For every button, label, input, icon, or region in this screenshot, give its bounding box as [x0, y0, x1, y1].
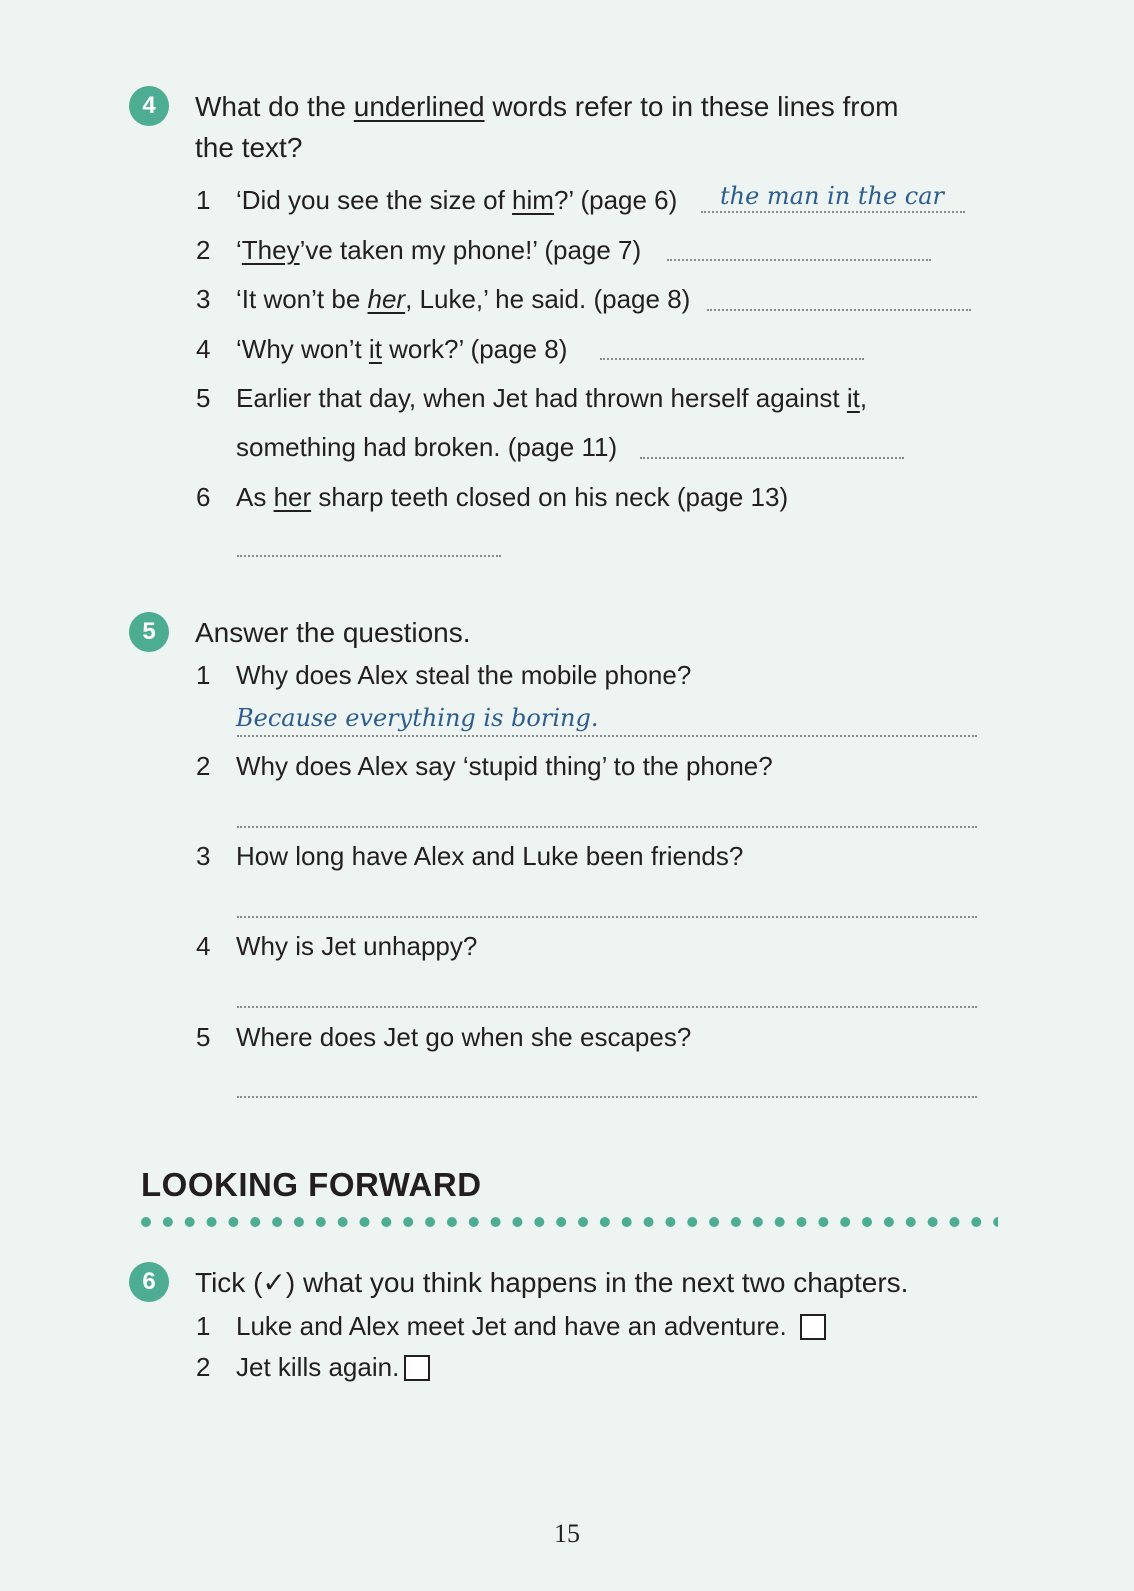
- divider-dot: [338, 1217, 348, 1227]
- divider-dot: [469, 1217, 479, 1227]
- q5-question-4: Why is Jet unhappy?: [236, 931, 478, 961]
- divider-dot: [906, 1217, 916, 1227]
- divider-dot: [775, 1217, 785, 1227]
- exercise-6-instruction: Tick (✓) what you think happens in the next two chapters.: [195, 1267, 909, 1298]
- divider-dot: [228, 1217, 238, 1227]
- q5-question-1: Why does Alex steal the mobile phone?: [236, 660, 692, 690]
- q5-answer-line-1[interactable]: [237, 735, 977, 737]
- q4-item-number: 2: [196, 235, 211, 265]
- q5-answer-line-4[interactable]: [237, 1006, 977, 1008]
- exercise-6-badge: 6: [129, 1262, 169, 1302]
- divider-dot: [207, 1217, 217, 1227]
- section-title: LOOKING FORWARD: [141, 1166, 482, 1203]
- divider-dot: [622, 1217, 632, 1227]
- q6-item-number: 2: [196, 1352, 211, 1382]
- divider-dot: [447, 1217, 457, 1227]
- q5-answer-line-2[interactable]: [237, 826, 977, 828]
- divider-dot: [949, 1217, 959, 1227]
- page-number: 15: [554, 1519, 580, 1548]
- q4-item-number: 6: [196, 482, 211, 512]
- q5-item-number: 5: [196, 1022, 211, 1052]
- divider-dot: [578, 1217, 588, 1227]
- divider-dot: [862, 1217, 872, 1227]
- divider-dot: [884, 1217, 894, 1227]
- q4-item-5-text-line2: something had broken. (page 11): [236, 432, 618, 462]
- exercise-4-instruction-line2: the text?: [195, 132, 303, 163]
- q4-item-4-answer-line[interactable]: [600, 358, 864, 360]
- q4-item-number: 1: [196, 185, 211, 215]
- divider-dot: [971, 1217, 981, 1227]
- divider-dot: [141, 1217, 151, 1227]
- q5-item-number: 3: [196, 841, 211, 871]
- q5-answer-line-5[interactable]: [237, 1096, 977, 1098]
- divider-dot: [425, 1217, 435, 1227]
- divider-dot: [600, 1217, 610, 1227]
- q6-option-2-checkbox[interactable]: [404, 1355, 430, 1381]
- divider-dot: [294, 1217, 304, 1227]
- divider-dot: [403, 1217, 413, 1227]
- q4-item-number: 3: [196, 284, 211, 314]
- divider-dot: [818, 1217, 828, 1227]
- divider-dot: [928, 1217, 938, 1227]
- divider-dot: [709, 1217, 719, 1227]
- q4-item-number: 4: [196, 334, 211, 364]
- divider-dot: [840, 1217, 850, 1227]
- q6-option-1: Luke and Alex meet Jet and have an adventure.: [236, 1311, 787, 1341]
- divider-dot: [512, 1217, 522, 1227]
- divider-dot: [797, 1217, 807, 1227]
- q5-question-3: How long have Alex and Luke been friends?: [236, 841, 744, 871]
- q4-item-5-text: Earlier that day, when Jet had thrown herself against it,: [236, 383, 868, 413]
- divider-dot: [556, 1217, 566, 1227]
- divider-dot: [250, 1217, 260, 1227]
- q4-item-1-answer-line[interactable]: [701, 211, 965, 213]
- divider-dot: [731, 1217, 741, 1227]
- divider-dot: [316, 1217, 326, 1227]
- q6-option-1-checkbox[interactable]: [800, 1314, 826, 1340]
- q4-item-6-text: As her sharp teeth closed on his neck (page 13): [236, 482, 789, 512]
- q5-question-2: Why does Alex say ‘stupid thing’ to the phone?: [236, 751, 773, 781]
- divider-dot: [381, 1217, 391, 1227]
- divider-dot: [360, 1217, 370, 1227]
- q6-option-2: Jet kills again.: [236, 1352, 400, 1382]
- q5-question-5: Where does Jet go when she escapes?: [236, 1022, 692, 1052]
- q5-answer-line-3[interactable]: [237, 916, 977, 918]
- divider-dot: [163, 1217, 173, 1227]
- q4-item-3-text: ‘It won’t be her, Luke,’ he said. (page 8): [236, 284, 691, 314]
- q4-item-1-text: ‘Did you see the size of him?’ (page 6): [236, 185, 678, 215]
- q4-item-number: 5: [196, 383, 211, 413]
- q4-item-2-text: ‘They’ve taken my phone!’ (page 7): [236, 235, 642, 265]
- q4-item-6-answer-line[interactable]: [237, 555, 501, 557]
- divider-dot: [993, 1217, 998, 1227]
- q6-item-number: 1: [196, 1311, 211, 1341]
- q4-item-1-answer: the man in the car: [720, 182, 945, 210]
- q5-item-number: 1: [196, 660, 211, 690]
- exercise-4-badge: 4: [129, 86, 169, 126]
- exercise-4-instruction: What do the underlined words refer to in these lines from: [195, 91, 899, 122]
- q4-item-5-answer-line[interactable]: [640, 457, 904, 459]
- divider-dot: [687, 1217, 697, 1227]
- divider-dot: [185, 1217, 195, 1227]
- divider-dot: [491, 1217, 501, 1227]
- section-dotted-divider: [140, 1216, 998, 1228]
- exercise-5-instruction: Answer the questions.: [195, 617, 471, 648]
- divider-dot: [272, 1217, 282, 1227]
- divider-dot: [753, 1217, 763, 1227]
- q5-item-number: 2: [196, 751, 211, 781]
- divider-dot: [534, 1217, 544, 1227]
- divider-dot: [644, 1217, 654, 1227]
- exercise-5-badge: 5: [129, 612, 169, 652]
- q4-item-2-answer-line[interactable]: [667, 259, 931, 261]
- underlined-word: underlined: [353, 91, 485, 122]
- q4-item-4-text: ‘Why won’t it work?’ (page 8): [236, 334, 568, 364]
- divider-dot: [665, 1217, 675, 1227]
- q5-item-number: 4: [196, 931, 211, 961]
- q5-answer-1: Because everything is boring.: [236, 704, 599, 732]
- q4-item-3-answer-line[interactable]: [707, 309, 971, 311]
